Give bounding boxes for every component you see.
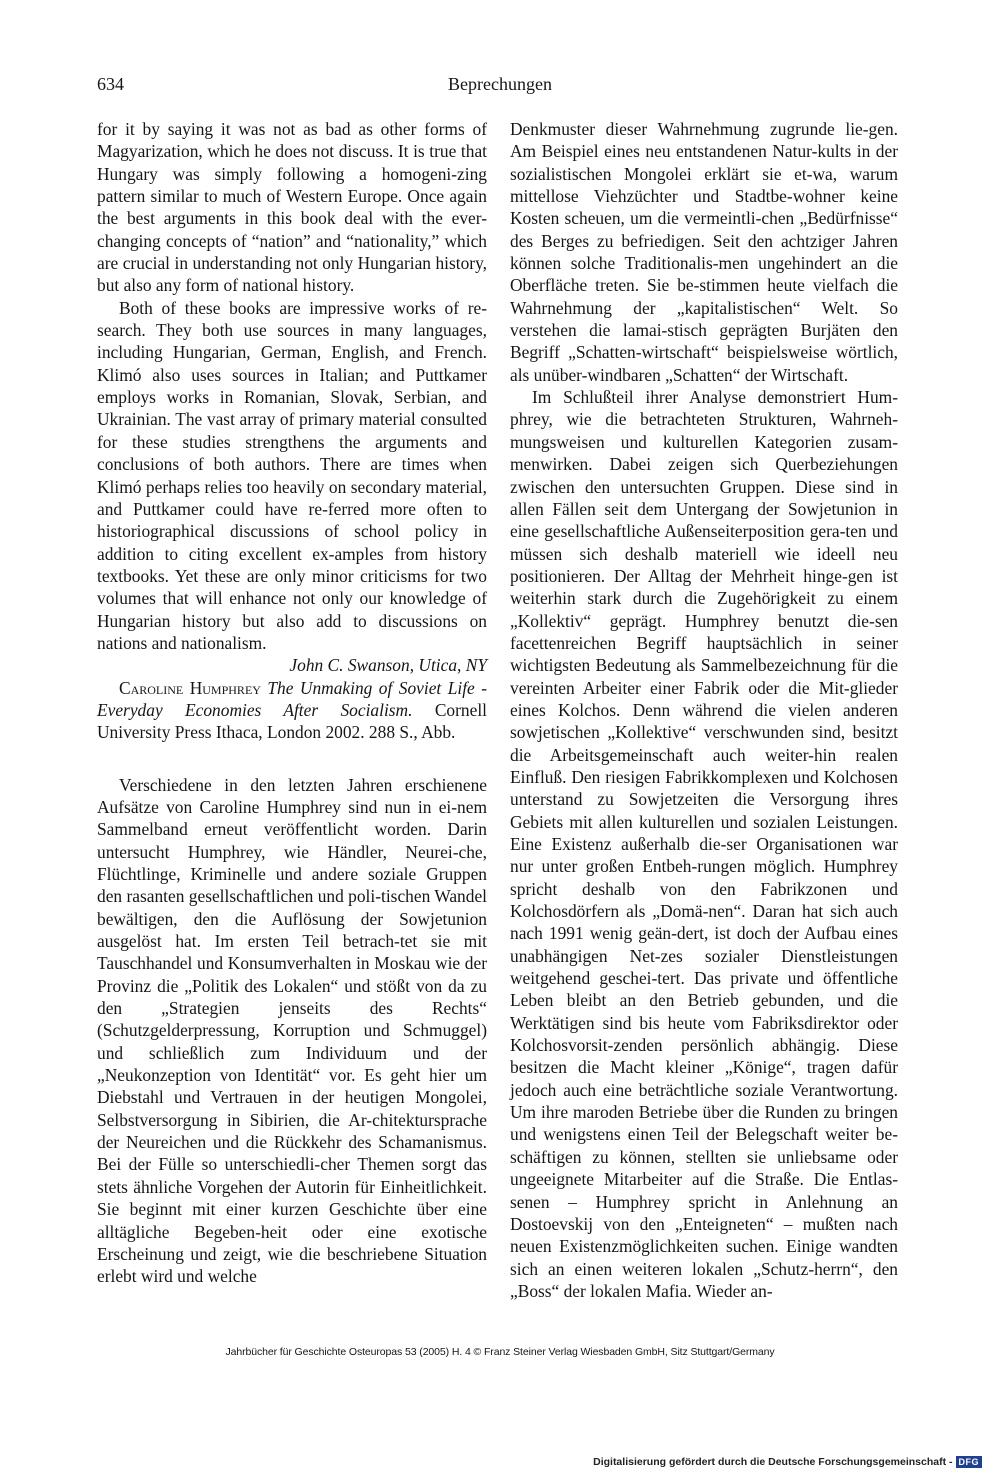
right-column (510, 118, 898, 1302)
review-author: Caroline Humphrey (119, 677, 261, 698)
page-number: 634 (97, 74, 124, 94)
paragraph: Both of these books are impressive works of re-search. They both use sources in many languages, including Hungarian, German, English, and French. Klimó also uses sources in Italian; and Puttkamer employs works in Romanian, Slovak, Serbian, and Ukrainian. The vast array of primary material consulted for these studies strengthens the arguments and conclusions of both authors. There are times when Klimó perhaps relies too heavily on secondary material, and Puttkamer could have re-ferred more often to historiographical discussions of school policy in addition to citing excellent ex-amples from history textbooks. Yet these are only minor criticisms for two volumes that will enhance not only our knowledge of Hungarian history but also add to discussions on nations and nationalism. (97, 297, 487, 653)
journal-footer: Jahrbücher für Geschichte Osteuropas 53 (2005) H. 4 © Franz Steiner Verlag Wiesbaden GmbH, Sitz Stuttgart/Germany (225, 1346, 775, 1358)
running-head: Beprechungen (448, 74, 552, 94)
review-signature: John C. Swanson, Utica, NY (289, 655, 487, 676)
dfg-logo-icon: DFG (956, 1456, 983, 1468)
digitization-note: Digitalisierung gefördert durch die Deutsche Forschungsgemeinschaft - (593, 1456, 953, 1468)
review-book-title: The Unmaking of Soviet Life - Everyday Economies After Socialism. (97, 677, 487, 720)
paragraph: Im Schlußteil ihrer Analyse demonstriert Hum-phrey, wie die betrachteten Strukturen, Wahrneh-mungsweisen und kulturellen Kategorien zusam-menwirken. Dabei zeigen sich Querbeziehungen zwischen den untersuchten Gruppen. Diese sind in allen Fällen seit dem Untergang der Sowjetunion in eine gesellschaftliche Außenseiterposition gera-ten und müssen sich deshalb materiell wie ideell neu positionieren. Der Alltag der Mehrheit hinge-gen ist weiterhin stark durch die Zugehörigkeit zu einem „Kollektiv“ geprägt. Humphrey benutzt die-sen facettenreichen Begriff hauptsächlich in seiner wichtigsten Bedeutung als Sammelbezeichnung für die vereinten Arbeiter einer Fabrik oder die Mit-glieder eines Kolchos. Denn während die vielen anderen sowjetischen „Kollektive“ verschwunden sind, besitzt die Arbeitsgemeinschaft auch weiter-hin realen Einfluß. Den riesigen Fabrikkomplexen und Kolchosen unterstand zu Sowjetzeiten die Versorgung ihres Gebiets mit allen kulturellen und sozialen Leistungen. Eine Existenz außerhalb die-ser Organisationen war nur unter großen Entbeh-rungen möglich. Humphrey spricht deshalb von den Fabrikzonen und Kolchosdörfern als „Domä-nen“. Daran hat sich auch nach 1991 wenig geän-dert, ist doch der Aufbau eines unabhängigen Net-zes sozialer Dienstleistungen weitgehend geschei-tert. Das private und öffentliche Leben bleibt an den Betrieb gebunden, und die Werktätigen sind bis heute vom Fabriksdirektor oder Kolchosvorsit-zenden persönlich abhängig. Diese besitzen die Macht kleiner „Könige“, tragen dafür jedoch auch eine beträchtliche soziale Verantwortung. Um ihre maroden Betriebe über die Runden zu bringen und wenigstens einen Teil der Belegschaft weiter be-schäftigen zu können, stellten sie unliebsame oder ungeeignete Mitarbeiter auf die Straße. Die Entlas-senen – Humphrey spricht in Anlehnung an Dostoevskij von den „Enteigneten“ – mußten nach neuen Existenzmöglichkeiten suchen. Einige wandten sich an einen weiteren lokalen „Schutz-herrn“, den „Boss“ der lokalen Mafia. Wieder an- (510, 387, 898, 1301)
paragraph: Verschiedene in den letzten Jahren erschienene Aufsätze von Caroline Humphrey sind nun in ei-nem Sammelband erneut veröffentlicht worden. Darin untersucht Humphrey, wie Händler, Neurei-che, Flüchtlinge, Kriminelle und andere soziale Gruppen den rasanten gesellschaftlichen und poli-tischen Wandel bewältigen, den die Auflösung der Sowjetunion ausgelöst hat. Im ersten Teil betrach-tet sie mit Tauschhandel und Konsumverhalten in Moskau wie der Provinz die „Politik des Lokalen“ und stößt von da zu den „Strategien jenseits des Rechts“ (Schutzgelderpressung, Korruption und Schmuggel) und schließlich zum Individuum und der „Neukonzeption von Identität“ vor. Es geht hier um Diebstahl und Vertrauen in der heutigen Mongolei, Selbstversorgung in Sibirien, die Ar-chitektursprache der Neureichen und die Rückkehr des Schamanismus. Bei der Fülle so unterschiedli-cher Themen sorgt das stets ähnliche Vorgehen der Autorin für Einheitlichkeit. Sie beginnt mit einer kurzen Geschichte über eine alltägliche Begeben-heit oder eine exotische Erscheinung und zeigt, wie die beschriebene Situation erlebt wird und welche (97, 774, 487, 1287)
review-bibliographic-header (97, 677, 487, 744)
paragraph: Denkmuster dieser Wahrnehmung zugrunde lie-gen. Am Beispiel eines neu entstandenen Natur-kults in der sozialistischen Mongolei erklärt sie et-wa, warum mittellose Viehzüchter und Stadtbe-wohner keine Kosten scheuen, um die vermeintli-chen „Bedürfnisse“ des Berges zu befriedigen. Seit den achtziger Jahren können solche Traditionalis-men ungehindert an die Oberfläche treten. Sie be-stimmen heute vielfach die Wahrnehmung der „kapitalistischen“ Welt. So verstehen die lamai-stisch geprägten Burjäten den Begriff „Schatten-wirtschaft“ beispielsweise wörtlich, als unüber-windbaren „Schatten“ der Wirtschaft. (510, 119, 898, 385)
paragraph: for it by saying it was not as bad as other forms of Magyarization, which he does not discuss. It is true that Hungary was simply following a homogeni-zing pattern similar to much of Western Europe. Once again the best arguments in this book deal with the ever-changing concepts of “nation” and “nationality,” which are crucial in understanding not only Hungarian history, but also any form of national history. (97, 119, 487, 296)
spacer (97, 744, 487, 774)
digitization-credit (593, 1456, 982, 1468)
left-column (97, 118, 487, 1288)
review-publication-info: Cornell University Press Ithaca, London 2002. 288 S., Abb. (97, 699, 487, 743)
